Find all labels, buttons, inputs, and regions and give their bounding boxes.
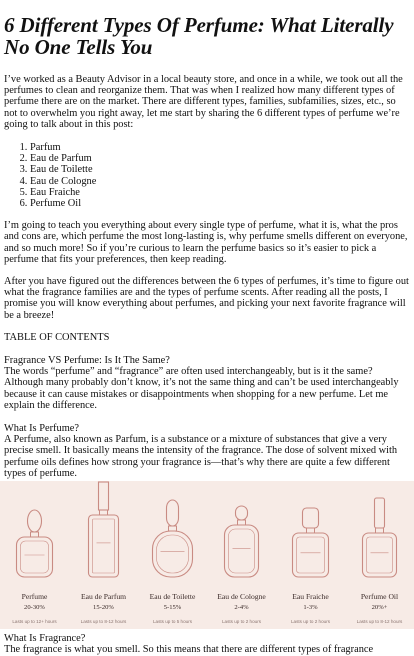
bottle-cap <box>167 500 179 526</box>
bottle-duration: Lasts up to 5 hours <box>152 619 193 625</box>
section-heading: What Is Fragrance? <box>4 633 86 645</box>
perfume-types-infographic <box>0 481 414 629</box>
bottle-body <box>225 525 259 577</box>
list-item: 5. Eau Fraiche <box>30 187 410 198</box>
bottle-illustration <box>89 482 119 577</box>
bottle-name: Eau de Parfum <box>80 592 127 602</box>
bottle-duration: Lasts up to 2 hours <box>221 619 262 625</box>
bottle-inner <box>21 541 49 573</box>
bottle-duration: Lasts up to 12+ hours <box>12 619 57 625</box>
bottle-body <box>363 533 397 577</box>
bottle-name: Perfume Oil <box>360 592 399 602</box>
bottle-concentration: 1-3% <box>303 604 318 612</box>
list-item: 3. Eau de Toilette <box>30 164 410 175</box>
bottle-cap <box>99 482 109 510</box>
paragraph-2: I’m going to teach you everything about every single type of perfume, what it is, what the pros and cons are, which perfume the most long-lasting is, why perfume smells different on everyone, and so much more! So if you’re curious to learn the perfume basics so it’s easier to pick a perfume that fits your preferences, then keep reading. <box>4 220 408 265</box>
section-body: The words “perfume” and “fragrance” are often used interchangeably, but is it the same? Although many probably don’t know, it’s not the same thing and can’t be used interchangeably because it can cause mistakes or disappointments when shopping for a new perfume. Let me explain the difference. <box>4 366 399 411</box>
bottle-cap <box>28 510 42 532</box>
bottle-illustration <box>293 508 329 577</box>
bottle-cap <box>236 506 248 520</box>
bottle-name: Eau de Toilette <box>149 592 196 602</box>
section-heading: What Is Perfume? <box>4 423 80 435</box>
infographic-svg <box>0 481 414 629</box>
section-what-is-perfume <box>4 423 410 479</box>
bottle-inner <box>367 537 393 573</box>
bottle-neck <box>376 528 384 533</box>
perfume-types-list <box>4 142 410 209</box>
bottle-cap <box>303 508 319 528</box>
intro-paragraph: I’ve worked as a Beauty Advisor in a local beauty store, and once in a while, we took out all the perfumes to clean and reorganize them. That was when I realized how many different types of perfume there are on the market. There are different types, families, subfamilies, sizes, etc., so not to overwhelm you right away, let me start by sharing the 6 different types of perfume we’re going to talk about in this post: <box>4 74 403 130</box>
section-heading: Fragrance VS Perfume: Is It The Same? <box>4 355 170 367</box>
bottle-neck <box>31 532 39 537</box>
bottle-name: Eau de Cologne <box>217 592 266 602</box>
bottle-neck <box>307 528 315 533</box>
bottle-name: Perfume <box>21 592 48 602</box>
bottle-duration: Lasts up to 8-12 hours <box>80 619 127 625</box>
bottle-cap <box>375 498 385 528</box>
bottle-concentration: 15-20% <box>93 604 114 612</box>
list-item: 2. Eau de Parfum <box>30 153 410 164</box>
bottle-illustration <box>17 510 53 577</box>
bottle-body <box>293 533 329 577</box>
article-title: 6 Different Types Of Perfume: What Literally No One Tells You <box>4 13 394 59</box>
bottle-duration: Lasts up to 8-12 hours <box>356 619 403 625</box>
bottle-neck <box>169 526 177 531</box>
bottle-concentration: 5-15% <box>163 604 182 612</box>
list-item: 4. Eau de Cologne <box>30 176 410 187</box>
bottle-concentration: 20-30% <box>24 604 45 612</box>
bottle-concentration: 20%+ <box>371 604 388 612</box>
bottle-body <box>89 515 119 577</box>
bottle-illustration <box>363 498 397 577</box>
bottle-body <box>153 531 193 577</box>
bottle-inner <box>157 535 189 573</box>
section-fragrance-vs-perfume <box>4 355 410 411</box>
bottle-illustration <box>225 506 259 577</box>
bottle-neck <box>238 520 246 525</box>
table-of-contents-toggle[interactable]: TABLE OF CONTENTS <box>4 331 110 343</box>
section-body: The fragrance is what you smell. So this means that there are different types of fragrance <box>4 644 374 656</box>
bottle-illustration <box>153 500 193 577</box>
bottle-concentration: 2-4% <box>234 604 249 612</box>
bottle-neck <box>100 510 108 515</box>
section-body: A Perfume, also known as Parfum, is a substance or a mixture of substances that give a very precise smell. It basically means the intensity of the fragrance. The dose of solvent mixed with perfume oils defines how strong your fragrance is—that’s why there are quite a few different types of perfume. <box>4 434 398 479</box>
bottle-name: Eau Fraiche <box>292 592 329 602</box>
list-item: 1. Parfum <box>30 142 410 153</box>
bottle-inner <box>93 519 115 573</box>
bottle-duration: Lasts up to 2 hours <box>290 619 331 625</box>
list-item: 6. Perfume Oil <box>30 198 410 209</box>
bottle-inner <box>297 537 325 573</box>
bottle-inner <box>229 529 255 573</box>
paragraph-3: After you have figured out the differences between the 6 types of perfumes, it’s time to figure out what the fragrance families are and the types of perfume scents. After reading all the posts, I promise you will know everything about perfumes, and picking your next favorite fragrance will be a breeze! <box>4 276 409 321</box>
section-what-is-fragrance <box>4 633 410 655</box>
bottle-body <box>17 537 53 577</box>
